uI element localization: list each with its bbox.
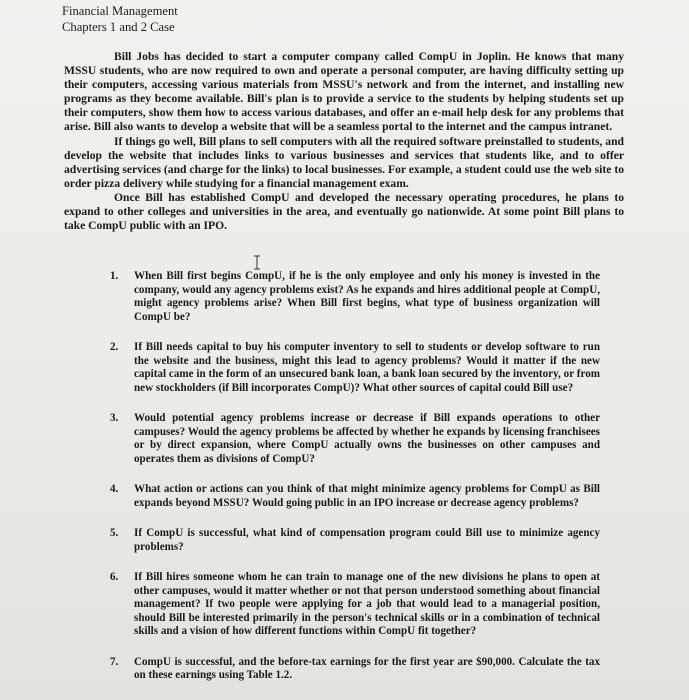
question-text: If Bill needs capital to buy his computer inventory to sell to students or develop software to run the website and the business, might this lead to agency problems? Would it matter if the new capital came in the form of an unsecured bank loan, a bank loan secured by the inventory, or from new stockholders (if Bill incorporates CompU)? What other sources of capital could Bill use? (134, 341, 600, 394)
document-title: Financial Management (62, 4, 178, 18)
question-item (110, 483, 600, 510)
paragraph-intro: Bill Jobs has decided to start a computer company called CompU in Joplin. He knows that many MSSU students, who are now required to own and operate a personal computer, are having difficulty setting up their computers, accessing various materials from MSSU's network and from the internet, and installing new programs as they become available. Bill's plan is to provide a service to the students by helping students set up their computers, show them how to access various databases, and offer an e-mail help desk for any problems that arise. Bill also wants to develop a website that will be a seamless portal to the internet and the campus intranet. (64, 50, 624, 134)
question-text: Would potential agency problems increase or decrease if Bill expands operations to other campuses? Would the agency problems be affected by whether he expands by licensing franchisees or by direct expansion, where CompU actually owns the businesses on other campuses and operates them as divisions of CompU? (134, 412, 600, 465)
question-item (110, 270, 600, 324)
question-text: If Bill hires someone whom he can train to manage one of the new divisions he plans to open at other campuses, would it matter whether or not that person understood something about financial management? If two people were applying for a job that would lead to a managerial position, should Bill be interested primarily in the person's technical skills or in a combination of technical skills and a vision of how different functions within CompU fit together? (134, 571, 600, 637)
question-text: What action or actions can you think of that might minimize agency problems for CompU as Bill expands beyond MSSU? Would going public in an IPO increase or decrease agency problems? (134, 483, 600, 509)
question-item (110, 527, 600, 554)
question-number: 6. (110, 571, 119, 583)
question-list (110, 270, 600, 683)
question-item (110, 412, 600, 466)
question-number: 5. (110, 527, 119, 539)
question-number: 4. (110, 483, 119, 495)
question-number: 2. (110, 341, 119, 353)
case-description (64, 50, 624, 233)
document-header (62, 4, 178, 35)
question-item (110, 656, 600, 683)
text-cursor-icon (253, 255, 261, 270)
question-number: 3. (110, 412, 119, 424)
document-subtitle: Chapters 1 and 2 Case (62, 19, 175, 34)
question-number: 1. (110, 270, 119, 282)
question-item (110, 571, 600, 639)
question-text: CompU is successful, and the before-tax earnings for the first year are $90,000. Calculate the tax on these earnings using Table 1.2. (134, 655, 600, 681)
question-item (110, 341, 600, 395)
question-text: When Bill first begins CompU, if he is the only employee and only his money is invested in the company, would any agency problems exist? As he expands and hires additional people at CompU, might agency problems arise? When Bill first begins, what type of business organization will CompU be? (134, 270, 600, 323)
question-number: 7. (110, 655, 119, 668)
paragraph-ipo: Once Bill has established CompU and developed the necessary operating procedures, he plans to expand to other colleges and universities in the area, and eventually go nationwide. At some point Bill plans to take CompU public with an IPO. (64, 190, 624, 233)
paragraph-expansion: If things go well, Bill plans to sell computers with all the required software preinstalled to students, and develop the website that includes links to various businesses and services that students like, and to offer advertising services (and charge for the links) to local businesses. For example, a student could use the web site to order pizza delivery while studying for a financial management exam. (64, 134, 624, 190)
question-text: If CompU is successful, what kind of compensation program could Bill use to minimize agency problems? (134, 527, 600, 553)
